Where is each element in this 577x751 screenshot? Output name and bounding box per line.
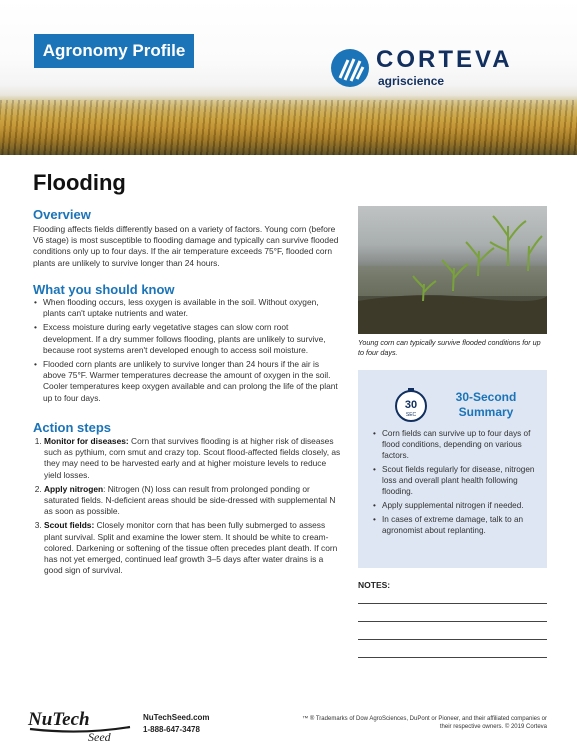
step-lead: Monitor for diseases: xyxy=(44,436,129,446)
corteva-mark-icon xyxy=(330,48,370,88)
know-list xyxy=(33,297,338,407)
nutech-logo-text: NuTech xyxy=(28,709,90,730)
summary-list xyxy=(372,428,540,539)
corteva-logo xyxy=(330,44,520,94)
corteva-subtitle: agriscience xyxy=(378,74,445,88)
nutech-logo-sub: Seed xyxy=(88,730,111,743)
footer-legal-text: ™ ® Trademarks of Dow AgroSciences, DuPont or Pioneer, and their affiliated companies or their respective owners. © 2019 Corteva xyxy=(302,716,547,730)
summary-box xyxy=(358,370,547,568)
step-text: Corn that survives flooding is at higher risk of diseases such as pythium, corn smut and crazy top. Scout flood-affected fields closely, as they may need to be harvested early and at higher moisture levels to reduce yield losses. xyxy=(44,436,341,480)
agronomy-profile-badge: Agronomy Profile xyxy=(34,34,194,68)
know-item: • When flooding occurs, less oxygen is available in the soil. Without oxygen, plants can't uptake nutrients and water. xyxy=(43,297,338,319)
know-item: • Excess moisture during early vegetative stages can slow corn root development. If a dry summer follows flooding, plants are unlikely to survive, because root systems aren't developed enough to access soil moisture. xyxy=(43,322,338,356)
nutech-logo-mark xyxy=(26,705,136,743)
summary-title-line2: Summary xyxy=(458,405,514,419)
know-item: • Flooded corn plants are unlikely to survive longer than 24 hours if the air is above 75°F. Warmer temperatures decrease the amount of oxygen in the soil. Cooler temperatures keep oxygen available and can prolong the life of the plant up to four days. xyxy=(43,359,338,404)
flooded-corn-photo xyxy=(358,206,547,334)
summary-title xyxy=(436,390,536,420)
summary-item: • Apply supplemental nitrogen if needed. xyxy=(382,500,540,511)
corn-seedlings-illustration xyxy=(358,206,547,334)
step-text: Closely monitor corn that has been fully submerged to assess plant survival. Split and examine the lower stem. It should be white to cream-colored. Darkening or softening of the tissue often precedes plant death. If corn has not yet emerged, continued leaf growth 3–5 days after water drains is a good sign of survival. xyxy=(44,520,338,576)
step-lead: Scout fields: xyxy=(44,520,95,531)
step-item xyxy=(44,436,341,481)
step-text: : Nitrogen (N) loss can result from prolonged ponding or saturated fields. N-deficient areas should be side-dressed with supplemental N as soon as possible. xyxy=(44,483,336,517)
notes-line xyxy=(358,621,547,622)
step-lead: Apply nitrogen xyxy=(44,483,104,494)
stopwatch-number: 30 xyxy=(404,399,418,411)
summary-title-line1: 30-Second xyxy=(455,390,517,404)
footer-phone: 1-888-647-3478 xyxy=(143,725,200,734)
page-title: Flooding xyxy=(33,170,126,195)
summary-item: • In cases of extreme damage, talk to an agronomist about replanting. xyxy=(382,514,540,536)
nutech-seed-logo xyxy=(26,705,136,743)
notes-line xyxy=(358,657,547,658)
summary-item: • Scout fields regularly for disease, nitrogen loss and overall plant health following flooding. xyxy=(382,464,540,497)
stopwatch-unit: SEC xyxy=(405,412,417,418)
action-steps-list xyxy=(33,436,341,579)
overview-heading: Overview xyxy=(33,207,91,222)
notes-line xyxy=(358,603,547,604)
know-heading: What you should know xyxy=(33,282,175,297)
summary-item: • Corn fields can survive up to four days of flood conditions, depending on various factors. xyxy=(382,428,540,461)
footer-website-link[interactable]: NuTechSeed.com xyxy=(143,713,210,722)
action-steps-heading: Action steps xyxy=(33,420,112,435)
notes-label: NOTES: xyxy=(358,580,391,590)
cornfield-photo xyxy=(0,100,577,155)
corteva-wordmark: CORTEVA xyxy=(376,46,513,73)
step-item xyxy=(44,520,341,576)
step-item xyxy=(44,484,341,518)
photo-caption: Young corn can typically survive flooded conditions for up to four days. xyxy=(358,338,541,357)
notes-line xyxy=(358,639,547,640)
footer-contact xyxy=(143,712,210,736)
stopwatch-icon xyxy=(394,388,428,422)
overview-text: Flooding affects fields differently based on a variety of factors. Young corn (before V6 stage) is most susceptible to flooding damage and typically can survive flooded conditions only up to four days. If the air temperature exceeds 75°F, flooded corn plants are unlikely to survive longer than 24 hours. xyxy=(33,224,339,268)
